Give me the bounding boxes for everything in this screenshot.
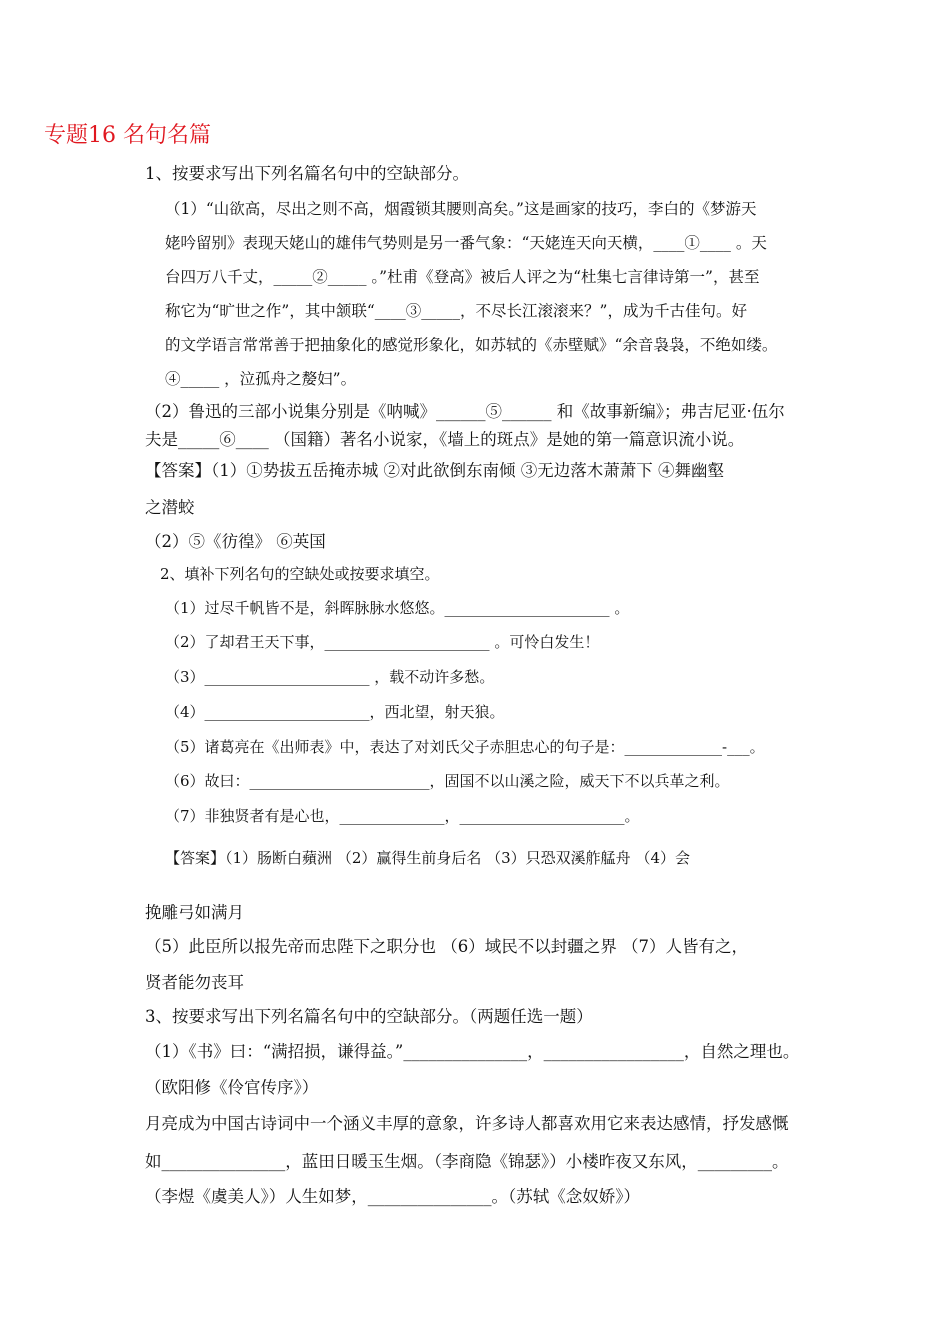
- q2-answer-line-2: 挽雕弓如满月: [145, 903, 244, 922]
- q3-item-1-line-1: （1）《书》曰：“满招损，谦得益。”_______________，_________________，自然之理也。: [145, 1042, 800, 1061]
- q3-item-2-line-2: 如_______________，蓝田日暖玉生烟。（李商隐《锦瑟》）小楼昨夜又东风，_________。: [145, 1152, 789, 1171]
- question-2-prompt: 2、填补下列名句的空缺处或按要求填空。: [160, 565, 440, 583]
- question-1-prompt: 1、按要求写出下列名篇名句中的空缺部分。: [145, 164, 469, 183]
- q1-part2-line-1: （2）鲁迅的三部小说集分别是《呐喊》______⑤______ 和《故事新编》；弗吉尼亚·伍尔: [145, 402, 785, 421]
- q2-answer-line-3: （5）此臣所以报先帝而忠陛下之职分也 （6）域民不以封疆之界 （7）人皆有之，: [145, 937, 748, 956]
- q1-passage-line-4: 称它为“旷世之作”，其中颔联“____③_____，不尽长江滚滚来？”，成为千古佳句。好: [165, 302, 747, 320]
- q2-item-4: （4）______________________，西北望，射天狼。: [165, 703, 505, 721]
- q3-item-1-line-2: （欧阳修《伶官传序》）: [145, 1078, 319, 1097]
- q2-answer-line-4: 贤者能勿丧耳: [145, 973, 244, 992]
- q3-item-2-line-1: 月亮成为中国古诗词中一个涵义丰厚的意象，许多诗人都喜欢用它来表达感情，抒发感慨: [145, 1114, 789, 1133]
- q1-answer-line-1: 【答案】（1）①势拔五岳掩赤城 ②对此欲倒东南倾 ③无边落木萧萧下 ④舞幽壑: [145, 461, 724, 480]
- q1-passage-line-5: 的文学语言常常善于把抽象化的感觉形象化，如苏轼的《赤壁赋》“余音袅袅，不绝如缕。: [165, 336, 778, 354]
- q1-passage-line-1: （1）“山欲高，尽出之则不高，烟霞锁其腰则高矣。”这是画家的技巧，李白的《梦游天: [165, 200, 757, 218]
- q2-item-7: （7）非独贤者有是心也，______________，______________________。: [165, 807, 640, 825]
- q2-item-6: （6）故曰：________________________，固国不以山溪之险，威天下不以兵革之利。: [165, 772, 730, 790]
- q2-item-5: （5）诸葛亮在《出师表》中，表达了对刘氏父子赤胆忠心的句子是：_____________-___。: [165, 738, 765, 756]
- q1-passage-line-2: 姥吟留别》表现天姥山的雄伟气势则是另一番气象：“天姥连天向天横，____①____ 。天: [165, 234, 767, 252]
- question-3-prompt: 3、按要求写出下列名篇名句中的空缺部分。（两题任选一题）: [145, 1007, 593, 1026]
- q2-item-1: （1）过尽千帆皆不是，斜晖脉脉水悠悠。______________________ 。: [165, 599, 630, 617]
- page-title: 专题16 名句名篇: [44, 123, 211, 148]
- q2-item-3: （3）______________________ ，载不动许多愁。: [165, 668, 495, 686]
- q2-item-2: （2）了却君王天下事，______________________ 。可怜白发生！: [165, 633, 600, 651]
- q3-item-2-line-3: （李煜《虞美人》）人生如梦，_______________。（苏轼《念奴娇》）: [145, 1187, 640, 1206]
- q2-answer-line-1: 【答案】（1）肠断白蘋洲 （2）赢得生前身后名 （3）只恐双溪舴艋舟 （4）会: [165, 849, 690, 867]
- q1-passage-line-6: ④_____ ，泣孤舟之嫠妇”。: [165, 370, 357, 388]
- q1-passage-line-3: 台四万八千丈，_____②_____ 。”杜甫《登高》被后人评之为“杜集七言律诗第一”，甚至: [165, 268, 760, 286]
- q1-answer-line-3: （2）⑤《彷徨》 ⑥英国: [145, 532, 326, 551]
- q1-answer-line-2: 之潜蛟: [145, 498, 195, 517]
- q1-part2-line-2: 夫是_____⑥____ （国籍）著名小说家，《墙上的斑点》是她的第一篇意识流小说。: [145, 430, 745, 449]
